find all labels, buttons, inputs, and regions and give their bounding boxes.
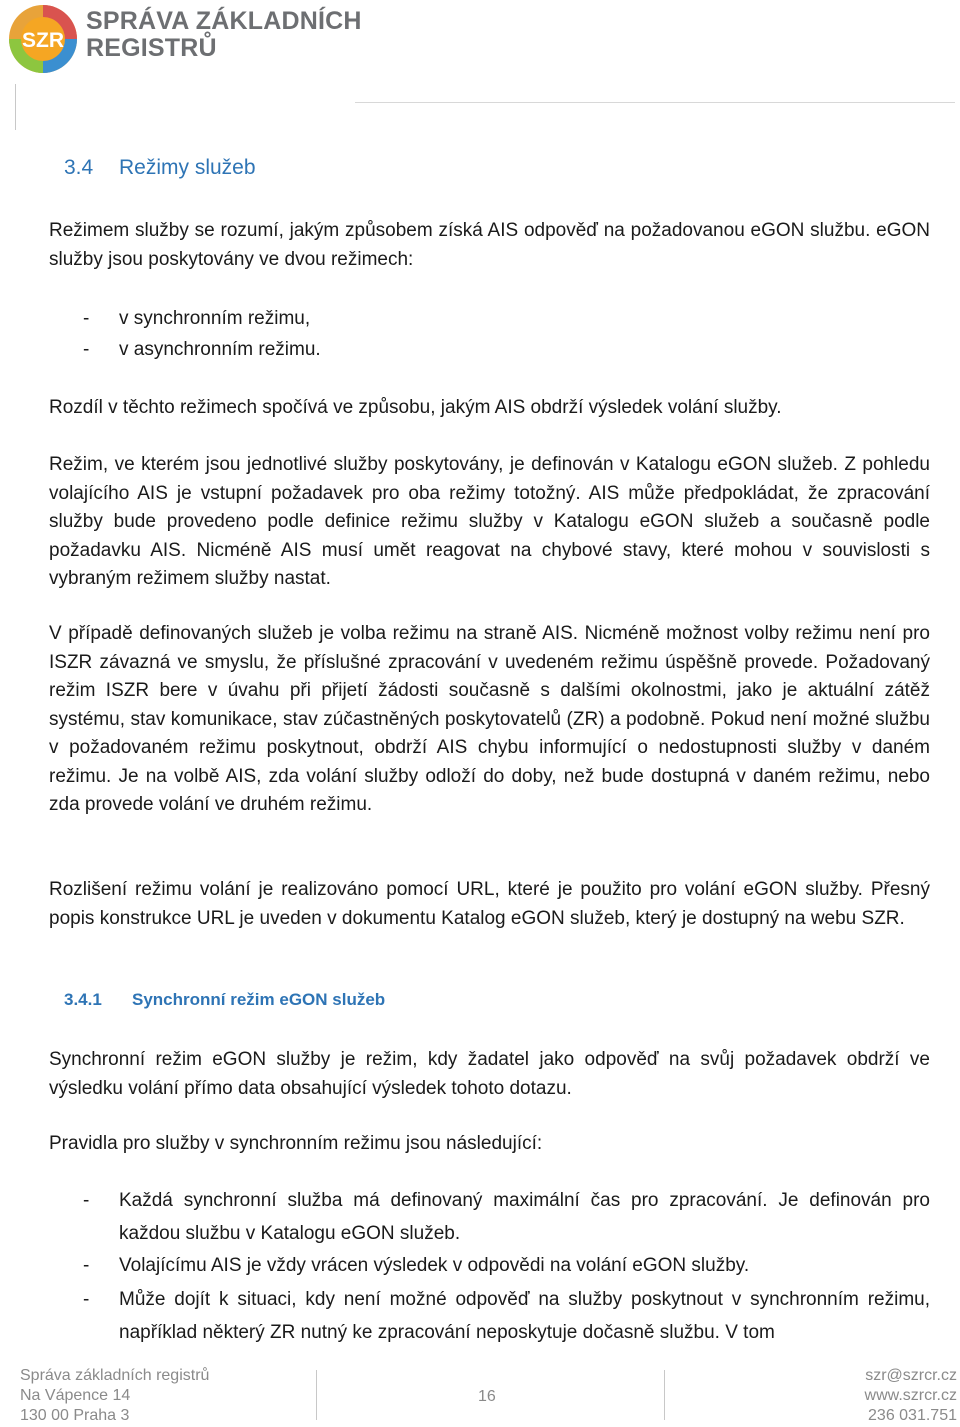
page-header xyxy=(0,0,960,130)
szr-logo-icon xyxy=(8,4,78,74)
org-name xyxy=(86,8,362,62)
footer-email[interactable]: szr@szrcr.cz xyxy=(865,1367,957,1384)
list-dash: - xyxy=(83,1289,90,1310)
footer-address xyxy=(20,1366,209,1426)
footer-divider xyxy=(664,1370,665,1420)
list-dash: - xyxy=(83,1190,90,1211)
footer-city: 130 00 Praha 3 xyxy=(20,1407,130,1424)
paragraph-intro: Režimem služby se rozumí, jakým způsobem získá AIS odpověď na požadovanou eGON službu. eGON služby jsou poskytovány ve dvou režimech: xyxy=(49,220,930,270)
footer-divider xyxy=(316,1370,317,1420)
footer-contact xyxy=(865,1366,957,1426)
paragraph-mode-choice: V případě definovaných služeb je volba režimu na straně AIS. Nicméně možnost volby režimu není pro ISZR závazná ve smyslu, že příslušné zpracování v uvedeném režimu úspěšně provede. Požadovaný režim ISZR bere v úvahu při přijetí žádosti současně s dalšími okolnostmi, jako je aktuální zátěž systému, stav komunikace, stav zúčastněných poskytovatelů (ZR) a podobně. Pokud není možné službu v požadovaném režimu poskytnout, obdrží AIS chybu informující o nedostupnosti služby v daném režimu. Je na volbě AIS, zda volání služby odloží do doby, než bude dostupná v daném režimu, nebo zda provede volání ve druhém režimu. xyxy=(49,623,930,815)
szr-logo xyxy=(8,4,78,74)
page-number: 16 xyxy=(478,1388,496,1405)
page-footer xyxy=(0,1362,960,1427)
paragraph-sync-rules: Pravidla pro služby v synchronním režimu jsou následující: xyxy=(49,1133,543,1154)
subsection-heading xyxy=(64,990,385,1010)
list-dash: - xyxy=(83,308,90,329)
section-title: Režimy služeb xyxy=(119,156,256,179)
paragraph-sync-definition: Synchronní režim eGON služby je režim, kdy žadatel jako odpověď na svůj požadavek obdrží ve výsledku volání přímo data obsahující výsledek tohoto dotazu. xyxy=(49,1049,930,1099)
section-heading xyxy=(64,156,256,180)
list-item-text: Volajícímu AIS je vždy vrácen výsledek v odpovědi na volání eGON služby. xyxy=(119,1255,750,1276)
header-divider-horizontal xyxy=(355,102,955,103)
footer-org: Správa základních registrů xyxy=(20,1367,210,1384)
list-dash: - xyxy=(83,1255,90,1276)
list-item-text: v asynchronním režimu. xyxy=(119,339,321,360)
list-item-text: Každá synchronní služba má definovaný maximální čas pro zpracování. Je definován pro každou službu v Katalogu eGON služeb. xyxy=(119,1190,930,1244)
subsection-title: Synchronní režim eGON služeb xyxy=(132,990,386,1009)
footer-street: Na Vápence 14 xyxy=(20,1387,131,1404)
org-name-line1: SPRÁVA ZÁKLADNÍCH xyxy=(86,7,362,35)
section-number: 3.4 xyxy=(64,156,94,179)
header-divider-vertical xyxy=(15,84,16,130)
list-item-text: v synchronním režimu, xyxy=(119,308,311,329)
paragraph-url: Rozlišení režimu volání je realizováno pomocí URL, které je použito pro volání eGON služby. Přesný popis konstrukce URL je uveden v dokumentu Katalog eGON služeb, který je dostupný na webu SZR. xyxy=(49,879,930,929)
paragraph-difference: Rozdíl v těchto režimech spočívá ve způsobu, jakým AIS obdrží výsledek volání služby. xyxy=(49,397,782,418)
org-name-line2: REGISTRŮ xyxy=(86,34,217,62)
footer-phone: 236 031.751 xyxy=(868,1407,957,1424)
logo-text: SZR xyxy=(22,29,64,52)
subsection-number: 3.4.1 xyxy=(64,990,102,1009)
list-item-text: Může dojít k situaci, kdy není možné odpověď na služby poskytnout v synchronním režimu, například některý ZR nutný ke zpracování neposkytuje dočasně službu. V tom xyxy=(119,1289,930,1343)
footer-web[interactable]: www.szrcr.cz xyxy=(864,1387,957,1404)
list-dash: - xyxy=(83,339,90,360)
paragraph-mode-definition: Režim, ve kterém jsou jednotlivé služby poskytovány, je definován v Katalogu eGON služeb. Z pohledu volajícího AIS je vstupní požadavek pro oba režimy totožný. AIS může předpokládat, že zpracování služby bude provedeno podle definice režimu služby v Katalogu eGON služeb a současně podle požadavku AIS. Nicméně AIS musí umět reagovat na chybové stavy, které mohou v souvislosti s vybraným režimem služby nastat. xyxy=(49,454,930,589)
